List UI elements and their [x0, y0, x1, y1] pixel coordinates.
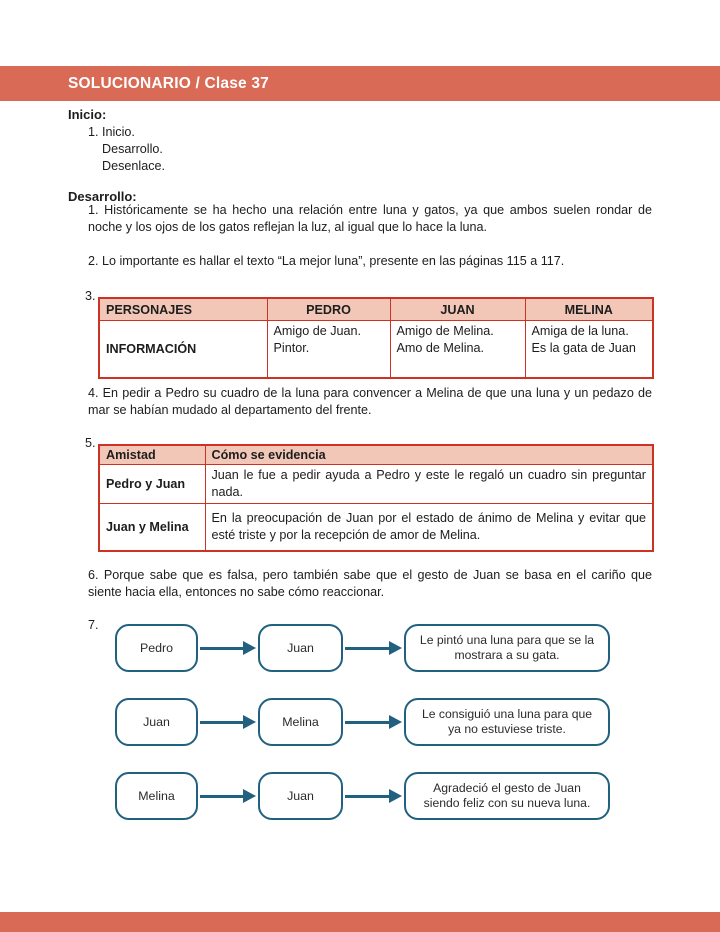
cell-line: Amiga de la luna. [531, 324, 629, 338]
column-header: Amistad [99, 445, 205, 465]
flow-node-to [258, 624, 343, 672]
flow-node-to [258, 698, 343, 746]
column-header: MELINA [525, 298, 653, 321]
arrow-shaft [200, 647, 245, 650]
arrow-head [389, 789, 402, 803]
right-arrow-icon [200, 698, 256, 746]
cell-line: Amo de Melina. [396, 340, 484, 355]
cell-line: Amigo de Melina. [396, 324, 494, 338]
flow-node-result [404, 772, 610, 820]
table-header-row [99, 445, 653, 465]
footer-bar [0, 912, 720, 932]
answer-1-paragraph: 1. Históricamente se ha hecho una relación entre luna y gatos, ya que ambos suelen rondar de noche y los ojos de los gatos reflejan la luz, al igual que lo hace la luna. [88, 203, 652, 234]
column-header: JUAN [390, 298, 525, 321]
answer-5-number: 5. [85, 436, 96, 450]
flow-node-label: Pedro [139, 641, 174, 655]
arrow-head [389, 641, 402, 655]
flow-node-label: Le consiguió una luna para que ya no estuviese triste. [421, 706, 593, 736]
inicio-list [88, 124, 165, 174]
answer-4-paragraph: 4. En pedir a Pedro su cuadro de la luna para convencer a Melina de que una luna y un pedazo de mar se habían mudado al departamento del frente. [88, 386, 652, 417]
flow-node-label: Juan [143, 715, 170, 729]
page-title: SOLUCIONARIO / Clase 37 [68, 74, 269, 92]
header-bar [0, 66, 720, 101]
flow-node-from [115, 698, 198, 746]
cell-line: Es la gata de Juan [531, 340, 636, 355]
flow-row [0, 624, 720, 672]
right-arrow-icon [345, 624, 402, 672]
characters-table [98, 297, 654, 379]
inicio-list-item: Desenlace. [102, 158, 166, 173]
table-cell-melina [525, 321, 653, 379]
row-label-cell: INFORMACIÓN [99, 321, 267, 379]
flow-row [0, 698, 720, 746]
arrow-shaft [345, 721, 391, 724]
friendship-table [98, 444, 654, 552]
arrow-shaft [200, 721, 245, 724]
flow-node-label: Juan [287, 641, 314, 655]
answer-2-paragraph: 2. Lo importante es hallar el texto “La mejor luna”, presente en las páginas 115 a 117. [88, 254, 565, 268]
table-header-row [99, 298, 653, 321]
answer-3-number: 3. [85, 289, 96, 303]
flow-node-from [115, 772, 198, 820]
flow-node-label: Melina [282, 715, 319, 729]
evidence-cell: Juan le fue a pedir ayuda a Pedro y este le regaló un cuadro sin preguntar nada. [205, 465, 653, 504]
flow-row [0, 772, 720, 820]
column-header: Cómo se evidencia [205, 445, 653, 465]
arrow-head [243, 641, 256, 655]
answer-7-number: 7. [88, 618, 99, 632]
inicio-list-item: 1. Inicio. [88, 125, 135, 139]
cell-line: Pintor. [273, 340, 310, 355]
arrow-shaft [345, 647, 391, 650]
flow-node-from [115, 624, 198, 672]
table-cell-juan [390, 321, 525, 379]
arrow-shaft [345, 795, 391, 798]
right-arrow-icon [345, 772, 402, 820]
cell-line: Amigo de Juan. [273, 324, 362, 338]
inicio-list-item: Desarrollo. [102, 141, 163, 156]
row-label-cell: Pedro y Juan [99, 465, 205, 504]
flow-node-label: Le pintó una luna para que se la mostrara a su gata. [419, 632, 595, 662]
section-label-desarrollo: Desarrollo: [68, 189, 137, 204]
table-cell-pedro [267, 321, 390, 379]
table-row [99, 321, 653, 379]
right-arrow-icon [200, 624, 256, 672]
table-row [99, 465, 653, 504]
arrow-head [389, 715, 402, 729]
section-label-inicio: Inicio: [68, 107, 107, 122]
right-arrow-icon [200, 772, 256, 820]
flow-node-result [404, 698, 610, 746]
flow-node-result [404, 624, 610, 672]
column-header: PEDRO [267, 298, 390, 321]
evidence-cell: En la preocupación de Juan por el estado de ánimo de Melina y evitar que esté triste y por la recepción de amor de Melina. [205, 504, 653, 552]
flow-node-label: Juan [287, 789, 314, 803]
arrow-head [243, 715, 256, 729]
arrow-shaft [200, 795, 245, 798]
flow-node-to [258, 772, 343, 820]
flow-node-label: Melina [138, 789, 175, 803]
arrow-head [243, 789, 256, 803]
column-header: PERSONAJES [99, 298, 267, 321]
row-label-cell: Juan y Melina [99, 504, 205, 552]
flow-node-label: Agradeció el gesto de Juan siendo feliz con su nueva luna. [423, 780, 591, 810]
answer-6-paragraph: 6. Porque sabe que es falsa, pero también sabe que el gesto de Juan se basa en el cariño que siente hacia ella, entonces no sabe cómo reaccionar. [88, 568, 652, 599]
right-arrow-icon [345, 698, 402, 746]
table-row [99, 504, 653, 552]
